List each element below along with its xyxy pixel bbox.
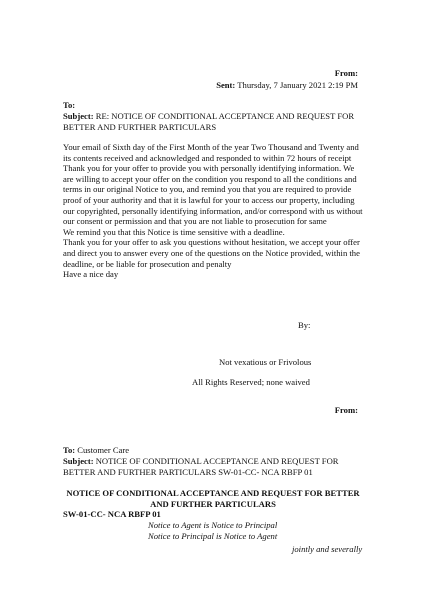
sent-label: Sent: <box>216 80 236 90</box>
notice-heading: NOTICE OF CONDITIONAL ACCEPTANCE AND REQUEST FOR BETTER AND FURTHER PARTICULARS <box>66 488 360 509</box>
subject-label: Subject: <box>63 111 94 121</box>
subject-value-2: NOTICE OF CONDITIONAL ACCEPTANCE AND REQUEST FOR BETTER AND FURTHER PARTICULARS SW-01-CC- NCA RBFP 01 <box>63 456 339 477</box>
sent-value: Thursday, 7 January 2021 2:19 PM <box>237 80 358 90</box>
from-label: From: <box>334 68 358 78</box>
subject-line-2 <box>63 456 363 477</box>
body-paragraph: Have a nice day <box>63 269 119 280</box>
body-paragraph: Thank you for your offer to ask you questions without hesitation, we accept your offer and direct you to answer every one of the questions on the Notice provided, within the deadline, or be liable for prosecution and penalty <box>63 237 360 269</box>
sent-line <box>216 80 358 91</box>
body-paragraph: We remind you that this Notice is time sensitive with a deadline. <box>63 226 285 237</box>
to-line-2 <box>63 445 129 456</box>
notice-reference: SW-01-CC- NCA RBFP 01 <box>63 509 161 519</box>
body-paragraph: Your email of Sixth day of the First Month of the year Two Thousand and Twenty and its contents received and acknowledged and responded to within 72 hours of receipt <box>63 142 359 163</box>
agent-principal-line-2: Notice to Principal is Notice to Agent <box>148 531 278 541</box>
body-paragraph: Thank you for your offer to provide you with personally identifying information. We are willing to accept your offer on the condition you respond to all the conditions and terms in our original Notice to you, and remind you that you are required to provide proof of your authority and that it is lawful for your to access our property, including our copyrighted, personally identifying information, and/or correspond with us without our consent or permission and that you are not liable to prosecution for same <box>63 163 363 227</box>
subject-label-2: Subject: <box>63 456 94 466</box>
rights-reserved-text: All Rights Reserved; none waived <box>192 377 310 387</box>
subject-value: RE: NOTICE OF CONDITIONAL ACCEPTANCE AND REQUEST FOR BETTER AND FURTHER PARTICULARS <box>63 111 355 132</box>
not-vexatious-text: Not vexatious or Frivolous <box>219 357 312 367</box>
email-body <box>63 142 363 280</box>
jointly-severally-text: jointly and severally <box>292 544 363 554</box>
from-label-2: From: <box>334 405 358 415</box>
by-label: By: <box>298 320 311 330</box>
subject-line <box>63 111 363 132</box>
to-label: To: <box>63 100 76 110</box>
to-value-2: Customer Care <box>77 445 130 455</box>
agent-principal-line-1: Notice to Agent is Notice to Principal <box>148 520 278 530</box>
to-label-2: To: <box>63 445 76 455</box>
